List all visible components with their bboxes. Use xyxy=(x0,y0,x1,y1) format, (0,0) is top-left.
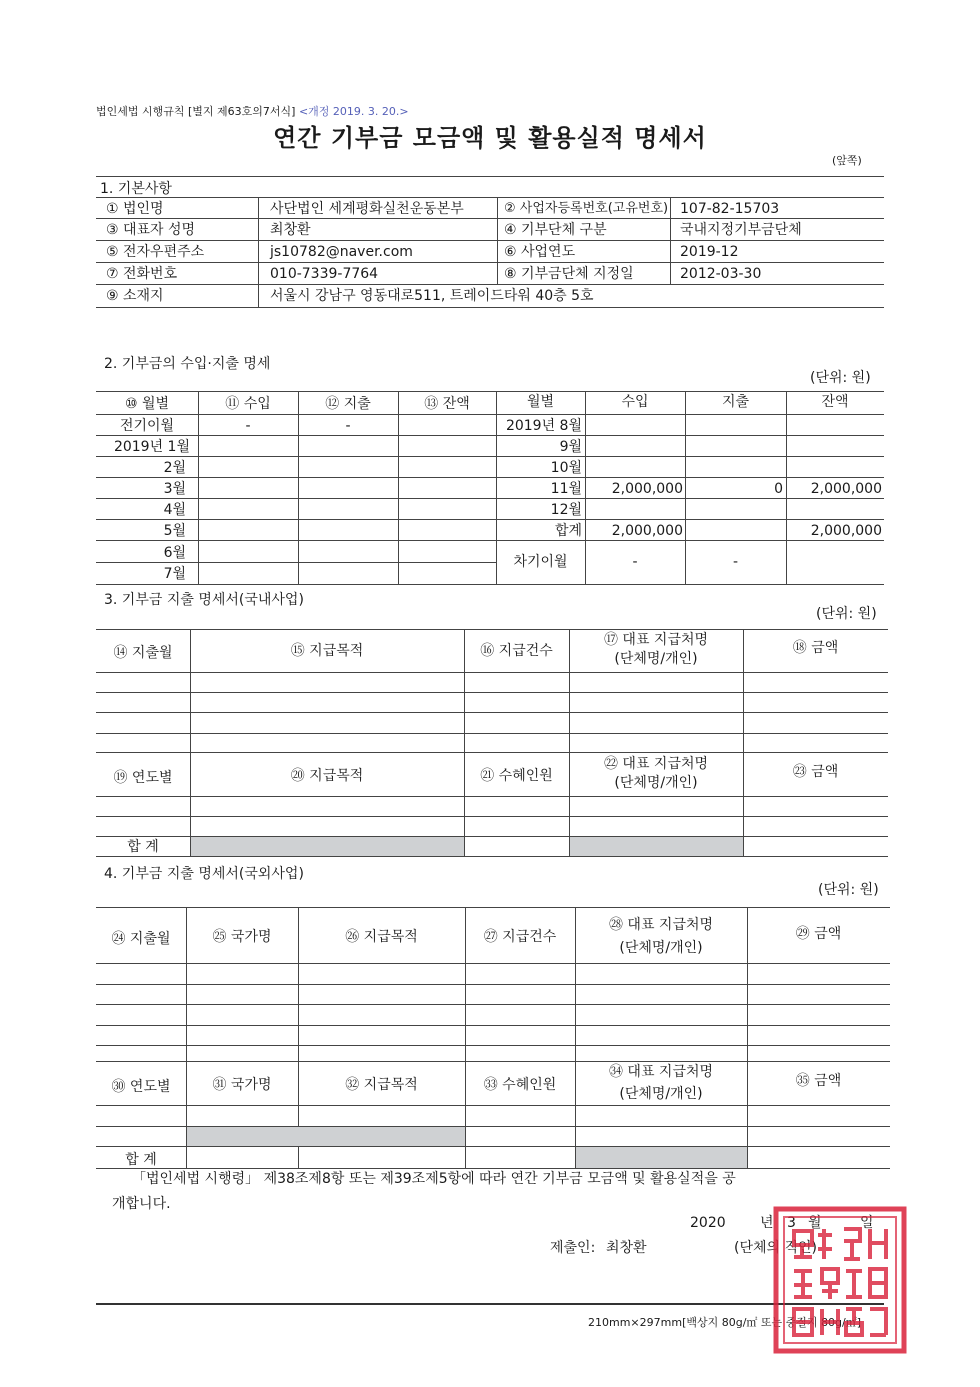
h-recipient: ㉞ 대표 지급처명 xyxy=(608,1064,714,1080)
h-beneficiaries: ㉑ 수혜인원 xyxy=(480,768,553,784)
total-income: 2,000,000 xyxy=(611,523,683,539)
h-expense-month: ⑭ 지출월 xyxy=(113,645,173,661)
h-amount: ㉟ 금액 xyxy=(795,1073,842,1089)
phone-value: 010-7339-7764 xyxy=(270,266,379,282)
address-label: ⑨ 소재지 xyxy=(106,288,164,304)
row-carryover-income: - xyxy=(245,418,251,434)
nov-expense: 0 xyxy=(774,481,783,497)
statement-line1: 「법인세법 시행령」 제38조제8항 또는 제39조제5항에 따라 연간 기부금 모금액 및 활용실적을 공 xyxy=(132,1171,736,1187)
total-row-label: 합 계 xyxy=(127,839,159,855)
col-balance2-header: 잔액 xyxy=(821,394,849,410)
donor-type-value: 국내지정기부금단체 xyxy=(680,222,802,238)
total-shade xyxy=(576,1147,747,1168)
h-purpose: ⑳ 지급목적 xyxy=(290,768,364,784)
h-amount: ㉙ 금액 xyxy=(795,926,842,942)
h-recipient: ㉘ 대표 지급처명 xyxy=(608,917,714,933)
paper-spec: 210mm×297mm[백상지 80g/㎡ 또는 중질지 80g/㎡] xyxy=(588,1316,862,1329)
row-month: 6월 xyxy=(163,545,186,561)
next-carryover-income: - xyxy=(632,554,638,570)
total-label: 합계 xyxy=(554,523,582,539)
row-month-right: 10월 xyxy=(550,460,582,476)
section2-unit: (단위: 원) xyxy=(810,370,871,386)
h-recipient-sub: (단체명/개인) xyxy=(614,775,698,791)
total-balance: 2,000,000 xyxy=(810,523,882,539)
row-month: 5월 xyxy=(163,523,186,539)
section3-unit: (단위: 원) xyxy=(816,606,877,622)
h-country: ㉛ 국가명 xyxy=(212,1077,272,1093)
statement-line2: 개합니다. xyxy=(112,1196,171,1212)
law-reference: 법인세법 시행규칙 [별지 제63호의7서식] <개정 2019. 3. 20.> xyxy=(96,105,409,118)
total-shade xyxy=(187,1127,465,1146)
section3-heading: 3. 기부금 지출 명세서(국내사업) xyxy=(104,592,304,608)
row-month-right: 12월 xyxy=(550,502,582,518)
section1-heading: 1. 기본사항 xyxy=(100,181,172,197)
row-month-right: 9월 xyxy=(559,439,582,455)
h-country: ㉕ 국가명 xyxy=(212,929,272,945)
designation-date-label: ⑧ 기부금단체 지정일 xyxy=(504,266,634,282)
h-count: ⑯ 지급건수 xyxy=(480,643,553,659)
total-shade xyxy=(191,837,464,856)
h-beneficiaries: ㉝ 수혜인원 xyxy=(483,1077,557,1093)
designation-date-value: 2012-03-30 xyxy=(680,266,762,282)
h-by-year: ㉚ 연도별 xyxy=(111,1079,171,1095)
biz-number-label: ② 사업자등록번호(고유번호) xyxy=(504,201,669,216)
phone-label: ⑦ 전화번호 xyxy=(106,266,178,282)
row-month: 4월 xyxy=(163,502,186,518)
page-title: 연간 기부금 모금액 및 활용실적 명세서 xyxy=(273,124,707,152)
date-month: 3 xyxy=(787,1215,796,1231)
row-month: 3월 xyxy=(163,481,186,497)
row-month: 2월 xyxy=(163,460,186,476)
next-carryover-expense: - xyxy=(732,554,739,570)
col-balance-header: ⑬ 잔액 xyxy=(424,396,470,412)
nov-income: 2,000,000 xyxy=(611,481,683,497)
front-side-label: (앞쪽) xyxy=(832,154,862,167)
fiscal-year-label: ⑥ 사업연도 xyxy=(504,244,576,260)
col-month2-header: 월별 xyxy=(526,394,555,410)
next-carryover-label: 차기이월 xyxy=(513,554,568,570)
h-recipient-sub: (단체명/개인) xyxy=(614,651,698,667)
total-row-label: 합 계 xyxy=(125,1152,157,1168)
date-year: 2020 xyxy=(690,1215,726,1231)
h-recipient: ⑰ 대표 지급처명 xyxy=(603,632,709,648)
fiscal-year-value: 2019-12 xyxy=(680,244,739,260)
section4-unit: (단위: 원) xyxy=(818,882,879,898)
h-recipient-sub: (단체명/개인) xyxy=(619,1086,703,1102)
section2-heading: 2. 기부금의 수입·지출 명세 xyxy=(104,356,271,372)
row-carryover-expense: - xyxy=(345,418,351,434)
submitter-name: 최창환 xyxy=(606,1240,647,1256)
total-shade xyxy=(570,837,743,856)
col-income-header: ⑪ 수입 xyxy=(225,396,271,412)
h-recipient-sub: (단체명/개인) xyxy=(619,940,703,956)
h-count: ㉗ 지급건수 xyxy=(483,929,557,945)
seal-note: (단체의 직인) xyxy=(734,1240,817,1256)
col-income2-header: 수입 xyxy=(621,394,649,410)
corp-name-label: ① 법인명 xyxy=(106,201,164,217)
rep-name-value: 최창환 xyxy=(270,222,311,238)
submitter-label: 제출인: xyxy=(550,1240,596,1256)
row-month: 2019년 1월 xyxy=(113,439,190,455)
row-month-right: 11월 xyxy=(550,481,582,497)
email-label: ⑤ 전자우편주소 xyxy=(106,244,205,260)
row-carryover-month: 전기이월 xyxy=(119,418,175,434)
nov-balance: 2,000,000 xyxy=(810,481,882,497)
col-expense-header: ⑫ 지출 xyxy=(325,396,371,412)
h-amount: ㉓ 금액 xyxy=(792,764,839,780)
h-amount: ⑱ 금액 xyxy=(792,640,839,656)
h-expense-month: ㉔ 지출월 xyxy=(111,931,171,947)
row-month: 7월 xyxy=(163,566,186,582)
section4-heading: 4. 기부금 지출 명세서(국외사업) xyxy=(104,866,304,882)
row-month-right: 2019년 8월 xyxy=(505,418,582,434)
h-by-year: ⑲ 연도별 xyxy=(113,770,173,786)
h-purpose: ⑮ 지급목적 xyxy=(290,643,364,659)
rep-name-label: ③ 대표자 성명 xyxy=(106,222,196,238)
revision-note: <개정 2019. 3. 20.> xyxy=(298,105,409,118)
h-purpose: ㉖ 지급목적 xyxy=(345,929,418,945)
date-day-unit: 일 xyxy=(860,1215,874,1231)
col-month-header: ⑩ 월별 xyxy=(124,396,170,412)
email-value: js10782@naver.com xyxy=(270,244,413,260)
donor-type-label: ④ 기부단체 구분 xyxy=(504,222,607,238)
date-month-unit: 월 xyxy=(808,1215,822,1231)
official-seal-icon xyxy=(772,1205,908,1355)
corp-name-value: 사단법인 세계평화실천운동본부 xyxy=(270,201,464,217)
date-year-unit: 년 xyxy=(760,1215,774,1231)
col-expense2-header: 지출 xyxy=(721,394,750,410)
address-value: 서울시 강남구 영동대로511, 트레이드타워 40층 5호 xyxy=(270,288,594,304)
h-purpose: ㉜ 지급목적 xyxy=(345,1077,418,1093)
biz-number-value: 107-82-15703 xyxy=(680,201,780,217)
h-recipient: ㉒ 대표 지급처명 xyxy=(603,756,709,772)
